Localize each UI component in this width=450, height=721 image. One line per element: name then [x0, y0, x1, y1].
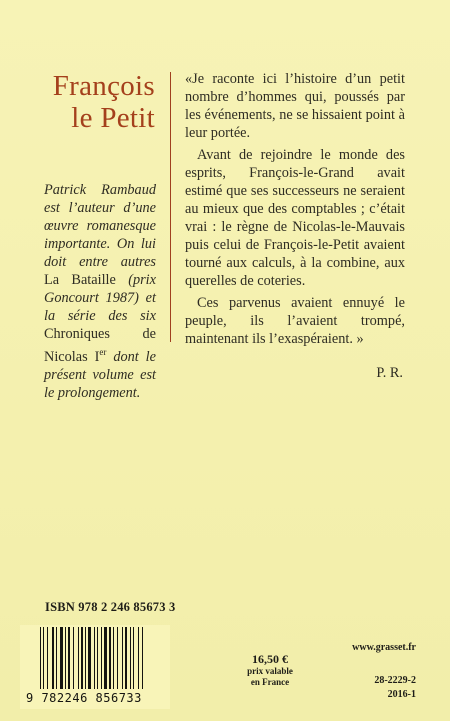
publisher-website: www.grasset.fr	[352, 642, 416, 653]
barcode-bar	[60, 627, 63, 689]
author-note-book-2-superscript: er	[99, 347, 107, 357]
barcode-bar	[78, 627, 79, 689]
barcode-bar	[109, 627, 111, 689]
barcode-bar	[125, 627, 127, 689]
author-note-book-2: Chroniques de Nicolas I	[44, 326, 156, 365]
barcode-bar	[138, 627, 139, 689]
blurb-paragraph-1: «Je raconte ici l’histoire d’un petit nombre d’hommes qui, poussés par les événements, ne se hissaient point à leur portée.	[185, 71, 405, 141]
barcode-bar	[130, 627, 131, 689]
author-note-book-1: La Bataille	[44, 272, 116, 288]
isbn-number: ISBN 978 2 246 85673 3	[45, 600, 176, 614]
barcode-bar	[113, 627, 114, 689]
blurb-signature: P. R.	[376, 365, 403, 381]
barcode-bar	[101, 627, 102, 689]
book-title	[53, 70, 155, 134]
barcode-bar	[43, 627, 44, 689]
barcode-bar	[73, 627, 74, 689]
author-note-outro: dont le présent volume est le prolongement.	[44, 348, 156, 401]
barcode-bar	[65, 627, 66, 689]
barcode-bar	[117, 627, 118, 689]
barcode-bar	[68, 627, 70, 689]
barcode-bar	[40, 627, 41, 689]
barcode-bar	[81, 627, 83, 689]
barcode-bar	[94, 627, 95, 689]
barcode-bar	[104, 627, 107, 689]
author-note	[44, 181, 156, 402]
book-title-line-2: le Petit	[71, 102, 155, 134]
barcode-bars	[40, 627, 168, 689]
blurb	[185, 70, 405, 382]
publisher-code-2: 2016-1	[387, 689, 416, 700]
book-title-line-1: François	[52, 70, 155, 102]
author-note-intro: Patrick Rambaud est l’auteur d’une œuvre romanesque importante. On lui doit entre autres	[44, 182, 156, 270]
author-note-award: (prix Goncourt 1987) et la série des six	[44, 272, 156, 324]
barcode-bar	[142, 627, 143, 689]
barcode-bar	[52, 627, 54, 689]
barcode-bar	[97, 627, 98, 689]
barcode-bar	[88, 627, 91, 689]
column-divider	[170, 72, 171, 342]
barcode	[20, 625, 170, 709]
price-note-line-2: en France	[250, 677, 290, 687]
barcode-bar	[122, 627, 123, 689]
barcode-bar	[133, 627, 134, 689]
barcode-bar	[144, 627, 145, 689]
price-note-line-1: prix valable	[247, 666, 293, 676]
barcode-bar	[47, 627, 48, 689]
price-amount: 16,50 €	[252, 652, 288, 666]
publisher-codes	[374, 674, 416, 702]
barcode-bar	[85, 627, 86, 689]
barcode-digits: 9 782246 856733	[26, 691, 142, 705]
blurb-paragraph-2: Avant de rejoindre le monde des esprits, François-le-Grand avait estimé que ses successeurs ne seraient au mieux que des comptables ; c’était vrai : le règne de Nicolas-le-Mauvais puis celui de François-le-Petit avaient tourné aux calculs, à la combine, aux querelles de coteries.	[185, 147, 405, 289]
blurb-paragraph-3: Ces parvenus avaient ennuyé le peuple, ils l’avaient trompé, maintenant ils l’exaspéraient. »	[185, 295, 405, 347]
price-block	[238, 652, 302, 688]
publisher-code-1: 28-2229-2	[374, 675, 416, 686]
barcode-bar	[56, 627, 57, 689]
